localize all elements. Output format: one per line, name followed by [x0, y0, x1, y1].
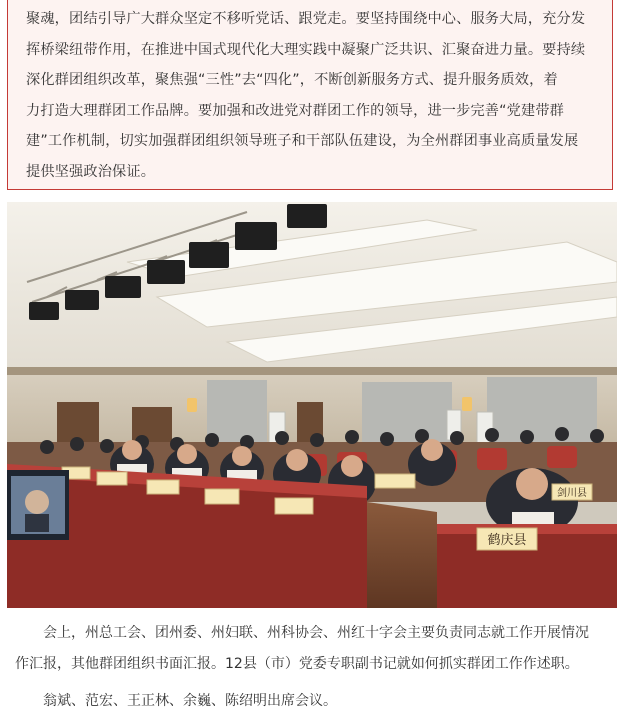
name-plate-label: 鹤庆县	[487, 533, 527, 548]
quote-line: 聚魂，团结引导广大群众坚定不移听党话、跟党走。要坚持围绕中心、服务大局，充分发	[26, 11, 586, 27]
meeting-photo-illustration	[7, 202, 617, 608]
quote-line: 深化群团组织改革，聚焦强“三性”去“四化”，不断创新服务方式、提升服务质效，着	[26, 72, 558, 88]
quote-line: 建”工作机制，切实加强群团组织领导班子和干部队伍建设，为全州群团事业高质量发展	[26, 133, 579, 149]
quote-line: 挥桥梁纽带作用，在推进中国式现代化大理实践中凝聚广泛共识、汇聚奋进力量。要持续	[26, 41, 586, 58]
attendees-paragraph: 翁斌、范宏、王正林、余巍、陈绍明出席会议。	[43, 693, 337, 709]
quote-line: 力打造大理群团工作品牌。要加强和改进党对群团工作的领导，进一步完善“党建带群	[26, 102, 564, 119]
meeting-photo	[7, 202, 617, 608]
caption-line: 会上，州总工会、团州委、州妇联、州科协会、州红十字会主要负责同志就工作开展情况	[43, 625, 589, 641]
caption-line: 作汇报，其他群团组织书面汇报。12县（市）党委专职副书记就如何抓实群团工作作述职。	[15, 656, 579, 672]
quote-line: 提供坚强政治保证。	[26, 163, 156, 180]
photo-caption	[15, 618, 615, 680]
quote-box	[7, 0, 613, 190]
name-plate-label: 剑川县	[557, 488, 587, 499]
